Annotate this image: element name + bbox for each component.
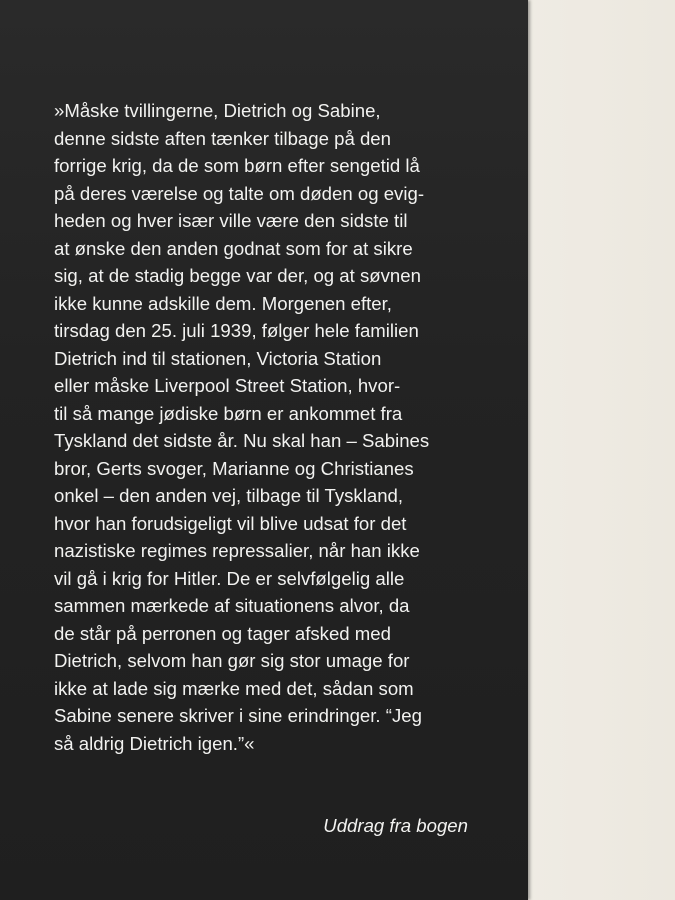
quote-line: eller måske Liverpool Street Station, hvor-	[54, 375, 401, 396]
quote-line: Tyskland det sidste år. Nu skal han – Sabines	[54, 430, 430, 451]
quote-line: vil gå i krig for Hitler. De er selvfølgelig alle	[54, 567, 405, 589]
quote-line: ikke at lade sig mærke med det, sådan som	[54, 677, 414, 699]
quote-line: de står på perronen og tager afsked med	[54, 622, 391, 644]
quote-line: på deres værelse og talte om døden og evig-	[54, 182, 425, 204]
quote-line: at ønske den anden godnat som for at sikre	[54, 237, 413, 259]
quote-line: bror, Gerts svoger, Marianne og Christianes	[54, 457, 414, 479]
quote-line: heden og hver især ville være den sidste til	[54, 210, 408, 231]
quote-line: ikke kunne adskille dem. Morgenen efter,	[54, 292, 392, 314]
quote-line: Dietrich, selvom han gør sig stor umage for	[54, 650, 410, 671]
quote-line: »Måske tvillingerne, Dietrich og Sabine,	[54, 100, 381, 121]
quote-line: sig, at de stadig begge var der, og at søvnen	[54, 265, 421, 286]
quote-line: hvor han forudsigeligt vil blive udsat for det	[54, 512, 407, 534]
quote-line: onkel – den anden vej, tilbage til Tyskland,	[54, 485, 404, 506]
quote-line: tirsdag den 25. juli 1939, følger hele familien	[54, 320, 419, 341]
quote-line: denne sidste aften tænker tilbage på den	[54, 127, 391, 149]
quote-line: så aldrig Dietrich igen.”«	[54, 732, 255, 754]
quote-line: forrige krig, da de som børn efter sengetid lå	[54, 155, 420, 176]
quote-text	[54, 97, 504, 757]
quote-line: Sabine senere skriver i sine erindringer. “Jeg	[54, 705, 422, 726]
quote-source: Uddrag fra bogen	[323, 815, 468, 836]
quote-line: Dietrich ind til stationen, Victoria Station	[54, 347, 382, 369]
quote-line: til så mange jødiske børn er ankommet fra	[54, 402, 403, 424]
quote-line: nazistiske regimes repressalier, når han ikke	[54, 540, 420, 561]
quote-line: sammen mærkede af situationens alvor, da	[54, 595, 410, 616]
